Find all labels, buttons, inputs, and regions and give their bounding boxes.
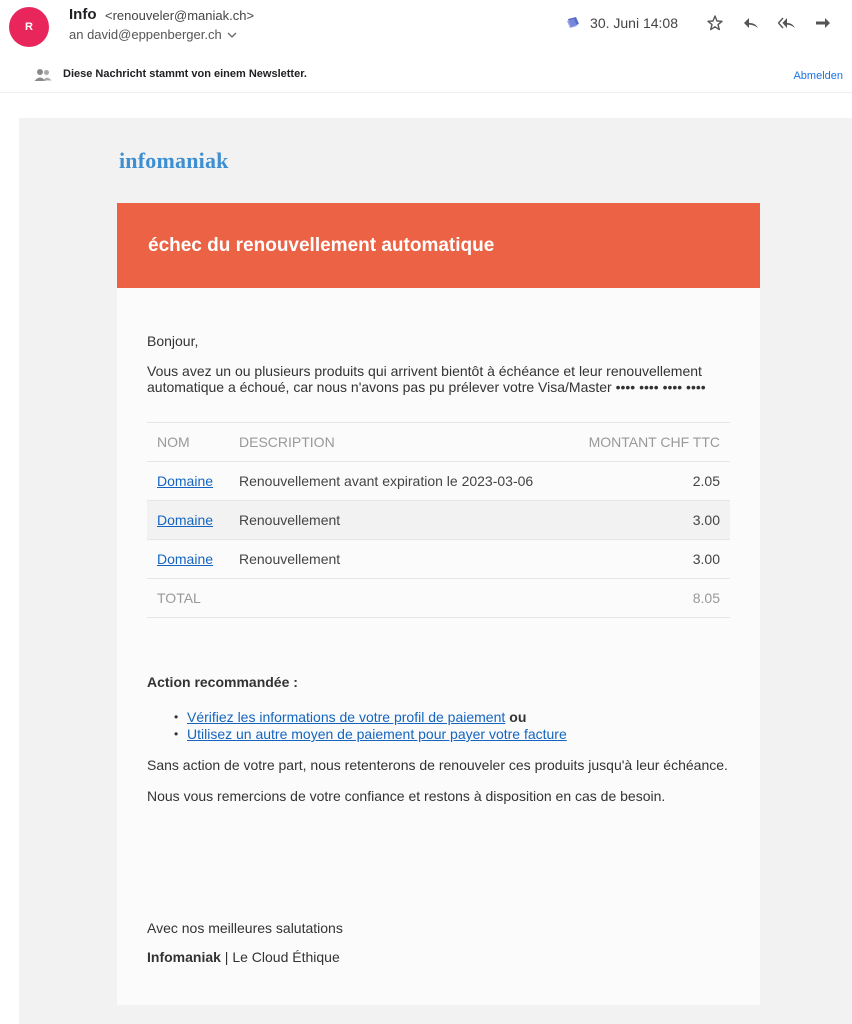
forward-icon[interactable] bbox=[814, 14, 832, 32]
row-description: Renouvellement bbox=[239, 512, 341, 528]
bullet-icon: • bbox=[174, 710, 179, 724]
total-amount: 8.05 bbox=[692, 590, 720, 606]
signature bbox=[147, 949, 340, 965]
unsubscribe-link[interactable]: Abmelden bbox=[793, 70, 843, 82]
column-header-description: DESCRIPTION bbox=[239, 434, 335, 450]
table-row bbox=[147, 539, 730, 578]
total-label: TOTAL bbox=[157, 590, 201, 606]
row-description: Renouvellement bbox=[239, 551, 341, 567]
table-row bbox=[147, 500, 730, 539]
label-icon bbox=[565, 15, 581, 31]
brand-logo[interactable]: infomaniak bbox=[119, 148, 229, 173]
sender-avatar[interactable]: R bbox=[9, 7, 49, 47]
verify-payment-profile-link[interactable]: Vérifiez les informations de votre profil de paiement bbox=[187, 709, 506, 725]
banner-title: échec du renouvellement automatique bbox=[148, 235, 495, 256]
row-amount: 3.00 bbox=[692, 551, 720, 567]
or-text: ou bbox=[509, 709, 527, 725]
action-list bbox=[147, 709, 567, 743]
pay-invoice-link[interactable]: Utilisez un autre moyen de paiement pour payer votre facture bbox=[187, 726, 567, 742]
email-card bbox=[117, 203, 760, 1005]
closing-regards: Avec nos meilleures salutations bbox=[147, 920, 343, 936]
list-item bbox=[147, 709, 567, 726]
sender-name[interactable]: Info bbox=[69, 6, 97, 23]
mail-date: 30. Juni 14:08 bbox=[590, 15, 678, 31]
intro-paragraph: Vous avez un ou plusieurs produits qui arrivent bientôt à échéance et leur renouvellement automatique a échoué, car nous n'avons pas pu prélever votre Visa/Master •••• •••• •••• •••• bbox=[147, 363, 706, 395]
mail-header bbox=[0, 0, 852, 60]
thanks-paragraph: Nous vous remercions de votre confiance et restons à disposition en cas de besoin. bbox=[147, 788, 666, 804]
reply-all-icon[interactable] bbox=[778, 14, 796, 32]
people-icon bbox=[34, 68, 52, 82]
newsletter-bar bbox=[0, 60, 852, 93]
action-title: Action recommandée : bbox=[147, 674, 298, 690]
recipient-text: an david@eppenberger.ch bbox=[69, 27, 222, 42]
header-actions bbox=[565, 14, 832, 32]
bullet-icon: • bbox=[174, 727, 179, 741]
newsletter-notice: Diese Nachricht stammt von einem Newsletter. bbox=[63, 68, 307, 80]
reply-icon[interactable] bbox=[742, 14, 760, 32]
table-header-row bbox=[147, 422, 730, 461]
product-link[interactable]: Domaine bbox=[157, 512, 214, 528]
retry-notice: Sans action de votre part, nous retenterons de renouveler ces produits jusqu'à leur échéance. bbox=[147, 757, 728, 773]
email-body bbox=[19, 118, 852, 1024]
product-link[interactable]: Domaine bbox=[157, 473, 214, 489]
chevron-down-icon[interactable] bbox=[227, 30, 237, 40]
star-icon[interactable] bbox=[706, 14, 724, 32]
row-amount: 2.05 bbox=[692, 473, 720, 489]
row-description: Renouvellement avant expiration le 2023-03-06 bbox=[239, 473, 534, 489]
column-header-amount: MONTANT CHF TTC bbox=[588, 434, 720, 450]
product-link[interactable]: Domaine bbox=[157, 551, 214, 567]
renewal-table bbox=[147, 422, 730, 618]
greeting: Bonjour, bbox=[147, 333, 199, 349]
row-amount: 3.00 bbox=[692, 512, 720, 528]
recipient-line[interactable] bbox=[69, 27, 237, 42]
table-total-row bbox=[147, 578, 730, 618]
alert-banner bbox=[117, 203, 760, 288]
column-header-name: NOM bbox=[157, 434, 190, 450]
signature-brand: Infomaniak bbox=[147, 949, 221, 965]
list-item bbox=[147, 726, 567, 743]
signature-tagline: | Le Cloud Éthique bbox=[220, 949, 340, 965]
table-row bbox=[147, 461, 730, 500]
sender-email[interactable]: <renouveler@maniak.ch> bbox=[105, 8, 255, 23]
